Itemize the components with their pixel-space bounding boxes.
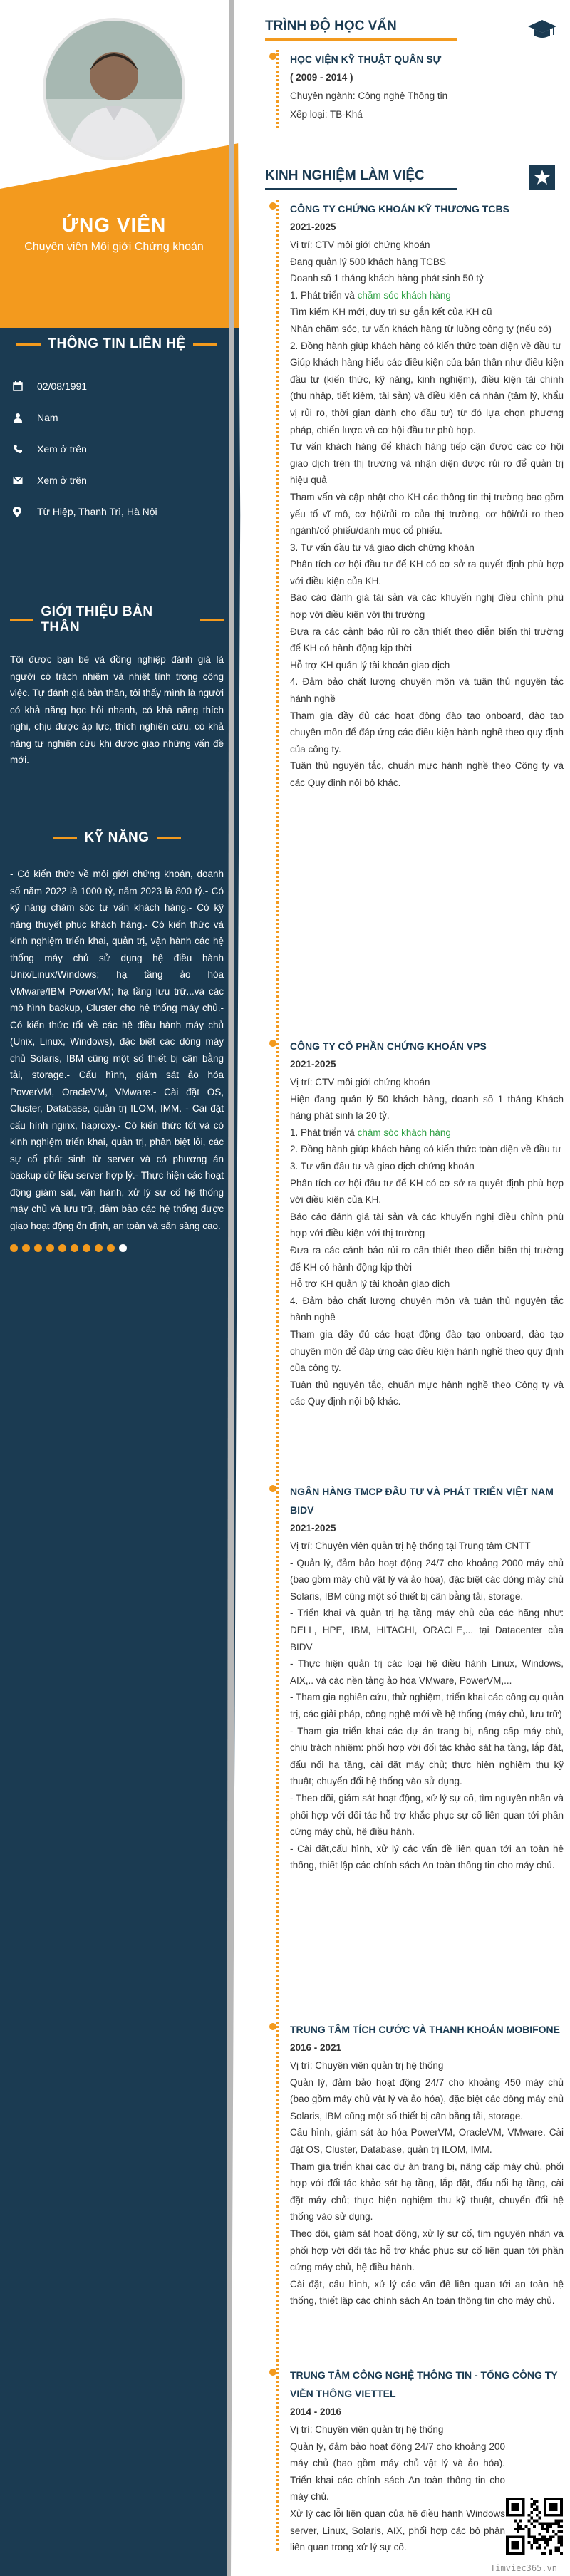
star-badge-icon xyxy=(527,162,557,192)
job-description-line: Tuân thủ nguyên tắc, chuẩn mực hành nghề theo Công ty và các Quy định nội bộ khác. xyxy=(290,1379,564,1407)
timeline-dot xyxy=(269,2023,276,2030)
job-description-line: 3. Tư vấn đầu tư và giao dịch chứng khoán xyxy=(290,542,475,553)
job-description-line: Vị trí: CTV môi giới chứng khoán xyxy=(290,239,430,250)
user-icon xyxy=(13,412,31,423)
job-company: TRUNG TÂM TÍCH CƯỚC VÀ THANH KHOẢN MOBIFONE xyxy=(290,2024,560,2035)
contact-gender xyxy=(10,402,224,433)
contact-birthdate xyxy=(10,371,224,402)
heading-dash xyxy=(16,343,41,346)
job-description-line: Vị trí: CTV môi giới chứng khoán xyxy=(290,1077,430,1087)
skill-rating-dot xyxy=(34,1244,42,1252)
job-entry xyxy=(279,200,564,792)
experience-heading xyxy=(265,165,557,190)
contact-section xyxy=(10,336,224,527)
timeline-dot xyxy=(269,2369,276,2376)
skill-rating-dot xyxy=(119,1244,127,1252)
qr-code xyxy=(506,2498,563,2555)
job-entry xyxy=(279,1482,564,1874)
job-description-line: - Tham gia nghiên cứu, thử nghiệm, triển khai các công cụ quản trị, các giải pháp, công nghệ mới về hệ thống (máy chủ, lưu trữ) xyxy=(290,1692,564,1719)
intro-heading xyxy=(10,604,224,636)
contact-phone xyxy=(10,433,224,465)
job-description-line: - Tham gia triển khai các dự án trang bị, nâng cấp máy chủ, chịu trách nhiệm: phối hợp với đối tác khảo sát hạ tầng, lắp đặt, đấu nối hạ tầng, cài đặt máy chủ; thực hiện nghiệm thu kỹ thuật; chuyển đổi hệ thống vào sử dụng. xyxy=(290,1725,564,1787)
job-description-line: Tham gia triển khai các dự án trang bị, nâng cấp máy chủ, phối hợp với đối tác khảo sát hạ tầng, lắp đặt, đấu nối hạ tầng, cài đặt máy chủ; thực hiện nghiệm thu kỹ thuật, chuyển đổi hệ thống vào sử dụng. xyxy=(290,2161,564,2223)
timeline-dot xyxy=(269,1485,276,1492)
intro-heading-text: GIỚI THIỆU BẢN THÂN xyxy=(41,604,153,635)
phone-text: Xem ở trên xyxy=(37,443,87,455)
sidebar xyxy=(0,0,242,2576)
education-years: ( 2009 - 2014 ) xyxy=(290,72,353,83)
job-description-line: Vị trí: Chuyên viên quản trị hệ thống xyxy=(290,2424,444,2435)
intro-text: Tôi được bạn bè và đồng nghiệp đánh giá là người có trách nhiệm và nhiệt tình trong công việc. Tự đánh giá bản thân, tôi thấy mình là người có khả năng học hỏi nhanh, có khả năng thích nghi, chịu được áp lực, thích nghiên cứu, có khả năng tự nghiên cứu khi được giao những vấn đề mới. xyxy=(10,654,224,765)
job-years: 2014 - 2016 xyxy=(290,2406,342,2417)
job-description-line: 3. Tư vấn đầu tư và giao dịch chứng khoán xyxy=(290,1160,475,1171)
avatar xyxy=(43,18,185,160)
job-description-line: 2. Đồng hành giúp khách hàng có kiến thức toàn diện về đầu tư xyxy=(290,340,562,351)
job-description-line: Tham vấn và cập nhật cho KH các thông tin thị trường bao gồm yếu tố vĩ mô, cơ hội/rủi ro của thị trường, cơ hội/rủi ro theo ngành/cổ phiếu/danh mục cổ phiếu. xyxy=(290,491,564,537)
job-description-line: Báo cáo đánh giá tài sản và các khuyến nghị điều chỉnh phù hợp với điều kiện với thị trường xyxy=(290,1211,564,1239)
intro-section xyxy=(10,604,224,769)
candidate-name: ỨNG VIÊN xyxy=(61,214,167,236)
gender-text: Nam xyxy=(37,412,58,423)
skill-rating-dot xyxy=(83,1244,90,1252)
education-heading-text: TRÌNH ĐỘ HỌC VẤN xyxy=(265,19,397,33)
job-description-line: Phân tích cơ hội đầu tư để KH có cơ sở ra quyết định phù hợp với điều kiện của KH. xyxy=(290,559,564,586)
job-description xyxy=(279,237,564,792)
job-description-line: 4. Đảm bảo chất lượng chuyên môn và tuân thủ nguyên tắc hành nghề xyxy=(290,1295,564,1323)
contact-list xyxy=(10,371,224,527)
job-description xyxy=(279,2057,564,2309)
education-major: Chuyên ngành: Công nghệ Thông tin xyxy=(290,90,448,101)
address-text: Từ Hiệp, Thanh Trì, Hà Nội xyxy=(37,506,157,517)
job-description-line: Đưa ra các cảnh báo rủi ro cần thiết theo diễn biến thị trường để KH có hành động kịp thời xyxy=(290,1244,564,1273)
job-description-line: 2. Đồng hành giúp khách hàng có kiến thức toàn diện về đầu tư xyxy=(290,1144,562,1155)
job-description-line: - Triển khai và quản trị hạ tầng máy chủ của các hãng như: DELL, HPE, IBM, HITACHI, ORACLE,... tại Datacenter của BIDV xyxy=(290,1608,564,1652)
education-heading xyxy=(265,16,557,41)
graduation-cap-icon xyxy=(527,14,557,44)
job-description xyxy=(279,1538,564,1874)
job-description-line: Giúp khách hàng hiểu các điều kiện của bản thân như điều kiện đầu tư (kiến thức, kỹ năng, kinh nghiệm), điều kiện tài chính (thu nhập, tiết kiệm, tài sản) và điều kiện cá nhân (tâm lý, khẩu vị rủi ro, thời gian dành cho đầu tư) từ đó lựa chọn phương pháp, chiến lược và cơ hội đầu tư phù hợp. xyxy=(290,357,564,435)
skill-rating-dot xyxy=(71,1244,78,1252)
skills-text: - Có kiến thức về môi giới chứng khoán, doanh số năm 2022 là 1000 tỷ, năm 2023 là 800 tỷ.- Có kỹ năng chăm sóc tư vấn khách hàng.- Có kỹ năng thuyết phục khách hàng.- Có kiến thức và kinh nghiệm triển khai, quản trị, vận hành các hệ thống máy chủ sử dụng hệ điều hành Unix/Linux/Windows; hạ tầng ảo hóa VMware/IBM PowerVM; hạ tầng lưu trữ...và các mô hình backup, Cluster cho hệ thống máy chủ.- Có kiến thức tốt về các hệ điều hành máy chủ (Unix, Linux, Windows), đặc biệt các dòng máy chủ Solaris, IBM cũng một số thiết bị cân bằng tải, storage.- Cấu hình, giám sát ảo hóa PowerVM, OracleVM, VMware.- Cài đặt OS, Cluster, Database, quản trị ILOM, IMM. - Cài đặt cấu hình nginx, haproxy.- Có kiến thức tốt và có kinh nghiệm triển khai, quản trị, phân biệt lỗi, các sự cố phát sinh từ server và có phương án backup dữ liệu server hợp lý.- Thực hiện các hoạt động giám sát, vận hành, xử lý sự cố hệ thống máy chủ và lưu trữ, đảm bảo các hệ thống được giao hoạt động ổn định, an toàn và sẵn sàng cao. xyxy=(10,869,224,1231)
job-description-line: Quản lý, đảm bảo hoạt động 24/7 cho khoảng 450 máy chủ (bao gồm máy chủ vật lý và ảo hóa), đặc biệt các dòng máy chủ Solaris, IBM cũng một số thiết bị cân bằng tải, storage. xyxy=(290,2076,564,2121)
education-timeline xyxy=(276,50,448,128)
job-company: NGÂN HÀNG TMCP ĐẦU TƯ VÀ PHÁT TRIỂN VIỆT NAM BIDV xyxy=(290,1486,554,1516)
heading-dash xyxy=(53,837,77,839)
job-description-line: - Quản lý, đảm bảo hoạt động 24/7 cho khoảng 2000 máy chủ (bao gồm máy chủ vật lý và ảo hóa), đặc biệt các dòng máy chủ Solaris, IBM cũng một số thiết bị cân bằng tải, storage. xyxy=(290,1557,564,1602)
education-entry xyxy=(279,50,564,124)
contact-heading-text: THÔNG TIN LIÊN HỆ xyxy=(48,336,186,351)
email-text: Xem ở trên xyxy=(37,475,87,486)
job-company: CÔNG TY CỔ PHẦN CHỨNG KHOÁN VPS xyxy=(290,1040,487,1052)
phone-icon xyxy=(13,443,31,455)
skill-rating xyxy=(10,1244,224,1252)
job-description-line: Đưa ra các cảnh báo rủi ro cần thiết theo diễn biến thị trường để KH có hành động kịp thời xyxy=(290,626,564,654)
location-icon xyxy=(13,506,31,517)
skill-rating-dot xyxy=(95,1244,103,1252)
job-entry xyxy=(279,1037,564,1410)
timeline-dot xyxy=(269,53,276,60)
education-grade: Xếp loại: TB-Khá xyxy=(290,109,363,120)
job-description-line: - Cài đặt,cấu hình, xử lý các vấn đề liên quan tới an toàn hệ thống, thiết lập các chính sách An toàn thông tin cho máy chủ. xyxy=(290,1843,564,1871)
job-description-line: Vị trí: Chuyên viên quản trị hệ thống tại Trung tâm CNTT xyxy=(290,1541,531,1551)
job-years: 2021-2025 xyxy=(290,1059,336,1070)
experience-timeline xyxy=(276,200,564,2553)
skill-rating-dot xyxy=(46,1244,54,1252)
heading-underline xyxy=(265,38,457,41)
job-description-line: - Thực hiện quản trị các loại hệ điều hành Linux, Windows, AIX,.. và các nền tảng ảo hóa VMware, PowerVM,... xyxy=(290,1658,564,1686)
job-description-line: Tham gia đầy đủ các hoạt động đào tạo onboard, đào tạo chuyên môn để đáp ứng các điều kiện hành nghề theo quy định của công ty. xyxy=(290,1328,564,1374)
job-entry xyxy=(279,2020,564,2309)
candidate-position: Chuyên viên Môi giới Chứng khoán xyxy=(24,241,204,253)
job-description-line: Xử lý các lỗi liên quan của hệ điều hành Windows server, Linux, Solaris, AIX, phối hợp các bộ phận liên quan trong xử lý sự cố. xyxy=(290,2508,505,2553)
school-name: HỌC VIỆN KỸ THUẬT QUÂN SỰ xyxy=(290,53,442,65)
job-description-line: Đang quản lý 500 khách hàng TCBS xyxy=(290,256,446,267)
education-details xyxy=(279,87,564,124)
job-years: 2016 - 2021 xyxy=(290,2042,342,2053)
job-description-line: Doanh số 1 tháng khách hàng phát sinh 50 tỷ xyxy=(290,273,484,284)
job-description-line: Phân tích cơ hội đầu tư để KH có cơ sở ra quyết định phù hợp với điều kiện của KH. xyxy=(290,1177,564,1206)
job-description-line: 1. Phát triển và chăm sóc khách hàng xyxy=(290,289,451,301)
job-description-line: - Theo dõi, giám sát hoạt động, xử lý sự cố, tìm nguyên nhân và phối hợp với đối tác hỗ trợ khắc phục sự cố liên quan tới phần cứng máy chủ, hệ điều hành. xyxy=(290,1792,564,1838)
job-description-line: Tuân thủ nguyên tắc, chuẩn mực hành nghề theo Công ty và các Quy định nội bộ khác. xyxy=(290,760,564,788)
heading-dash xyxy=(193,343,217,346)
contact-heading xyxy=(10,336,224,352)
skills-section xyxy=(10,830,224,1252)
job-description-line: Tìm kiếm KH mới, duy trì sự gắn kết của KH cũ xyxy=(290,306,492,318)
job-description-line: Tư vấn khách hàng để khách hàng tiếp cận được các cơ hội giao dịch trên thị trường và nhận diện được rủi ro để quản trị hiệu quả xyxy=(290,441,564,486)
main-content xyxy=(265,0,570,2576)
job-description-line: Nhận chăm sóc, tư vấn khách hàng từ luồng công ty (nếu có) xyxy=(290,323,552,334)
skill-rating-dot xyxy=(107,1244,115,1252)
skill-rating-dot xyxy=(22,1244,30,1252)
job-description-line: 1. Phát triển và chăm sóc khách hàng xyxy=(290,1127,451,1138)
job-years: 2021-2025 xyxy=(290,222,336,232)
heading-dash xyxy=(200,619,224,621)
job-description-line: Hiện đang quản lý 50 khách hàng, doanh số 1 tháng Khách hàng phát sinh là 20 tỷ. xyxy=(290,1093,564,1122)
job-description xyxy=(279,1074,564,1410)
site-watermark: Timviec365.vn xyxy=(490,2563,557,2573)
job-description-line: Hỗ trợ KH quản lý tài khoản giao dịch xyxy=(290,659,450,671)
name-block xyxy=(0,214,228,254)
job-company: TRUNG TÂM CÔNG NGHỆ THÔNG TIN - TỔNG CÔNG TY VIỄN THÔNG VIETTEL xyxy=(290,2369,558,2399)
job-years: 2021-2025 xyxy=(290,1523,336,1533)
skills-heading-text: KỸ NĂNG xyxy=(84,830,150,845)
job-description-line: Quản lý, đảm bảo hoạt động 24/7 cho khoảng 200 máy chủ (bao gồm máy chủ vật lý và ảo hóa). Triển khai các chính sách An toàn thông tin cho máy chủ. xyxy=(290,2441,505,2503)
timeline-dot xyxy=(269,1040,276,1047)
heading-dash xyxy=(10,619,33,621)
email-icon xyxy=(13,475,31,486)
job-description-line: Tham gia đầy đủ các hoạt động đào tạo onboard, đào tạo chuyên môn để đáp ứng các điều kiện hành nghề theo quy định của công ty. xyxy=(290,710,564,755)
skills-heading xyxy=(10,830,224,846)
job-description-line: Cấu hình, giám sát ảo hóa PowerVM, OracleVM, VMware. Cài đặt OS, Cluster, Database, quản trị ILOM, IMM. xyxy=(290,2127,564,2155)
job-description-line: Báo cáo đánh giá tài sản và các khuyến nghị điều chỉnh phù hợp với điều kiện với thị trường xyxy=(290,592,564,621)
heading-dash xyxy=(157,837,181,839)
calendar-icon xyxy=(13,381,31,392)
job-description-line: Theo dõi, giám sát hoạt động, xử lý sự cố, tìm nguyên nhân và phối hợp với đối tác hỗ trợ khắc phục sự cố liên quan tới phần cứng máy chủ, hệ điều hành. xyxy=(290,2228,564,2273)
contact-address xyxy=(10,496,224,527)
skill-rating-dot xyxy=(10,1244,18,1252)
job-description xyxy=(279,2421,505,2556)
job-description-line: 4. Đảm bảo chất lượng chuyên môn và tuân thủ nguyên tắc hành nghề xyxy=(290,676,564,705)
timeline-dot xyxy=(269,202,276,210)
experience-heading-text: KINH NGHIỆM LÀM VIỆC xyxy=(265,168,425,183)
job-description-line: Hỗ trợ KH quản lý tài khoản giao dịch xyxy=(290,1278,450,1290)
birthdate-text: 02/08/1991 xyxy=(37,381,88,392)
job-description-line: Vị trí: Chuyên viên quản trị hệ thống xyxy=(290,2060,444,2071)
job-company: CÔNG TY CHỨNG KHOÁN KỸ THƯƠNG TCBS xyxy=(290,203,509,214)
heading-underline xyxy=(265,188,457,190)
job-description-line: Cài đặt, cấu hình, xử lý các vấn đề liên quan tới an toàn hệ thống, thiết lập các chính sách An toàn thông tin cho máy chủ. xyxy=(290,2278,564,2307)
contact-email xyxy=(10,465,224,496)
skill-rating-dot xyxy=(58,1244,66,1252)
